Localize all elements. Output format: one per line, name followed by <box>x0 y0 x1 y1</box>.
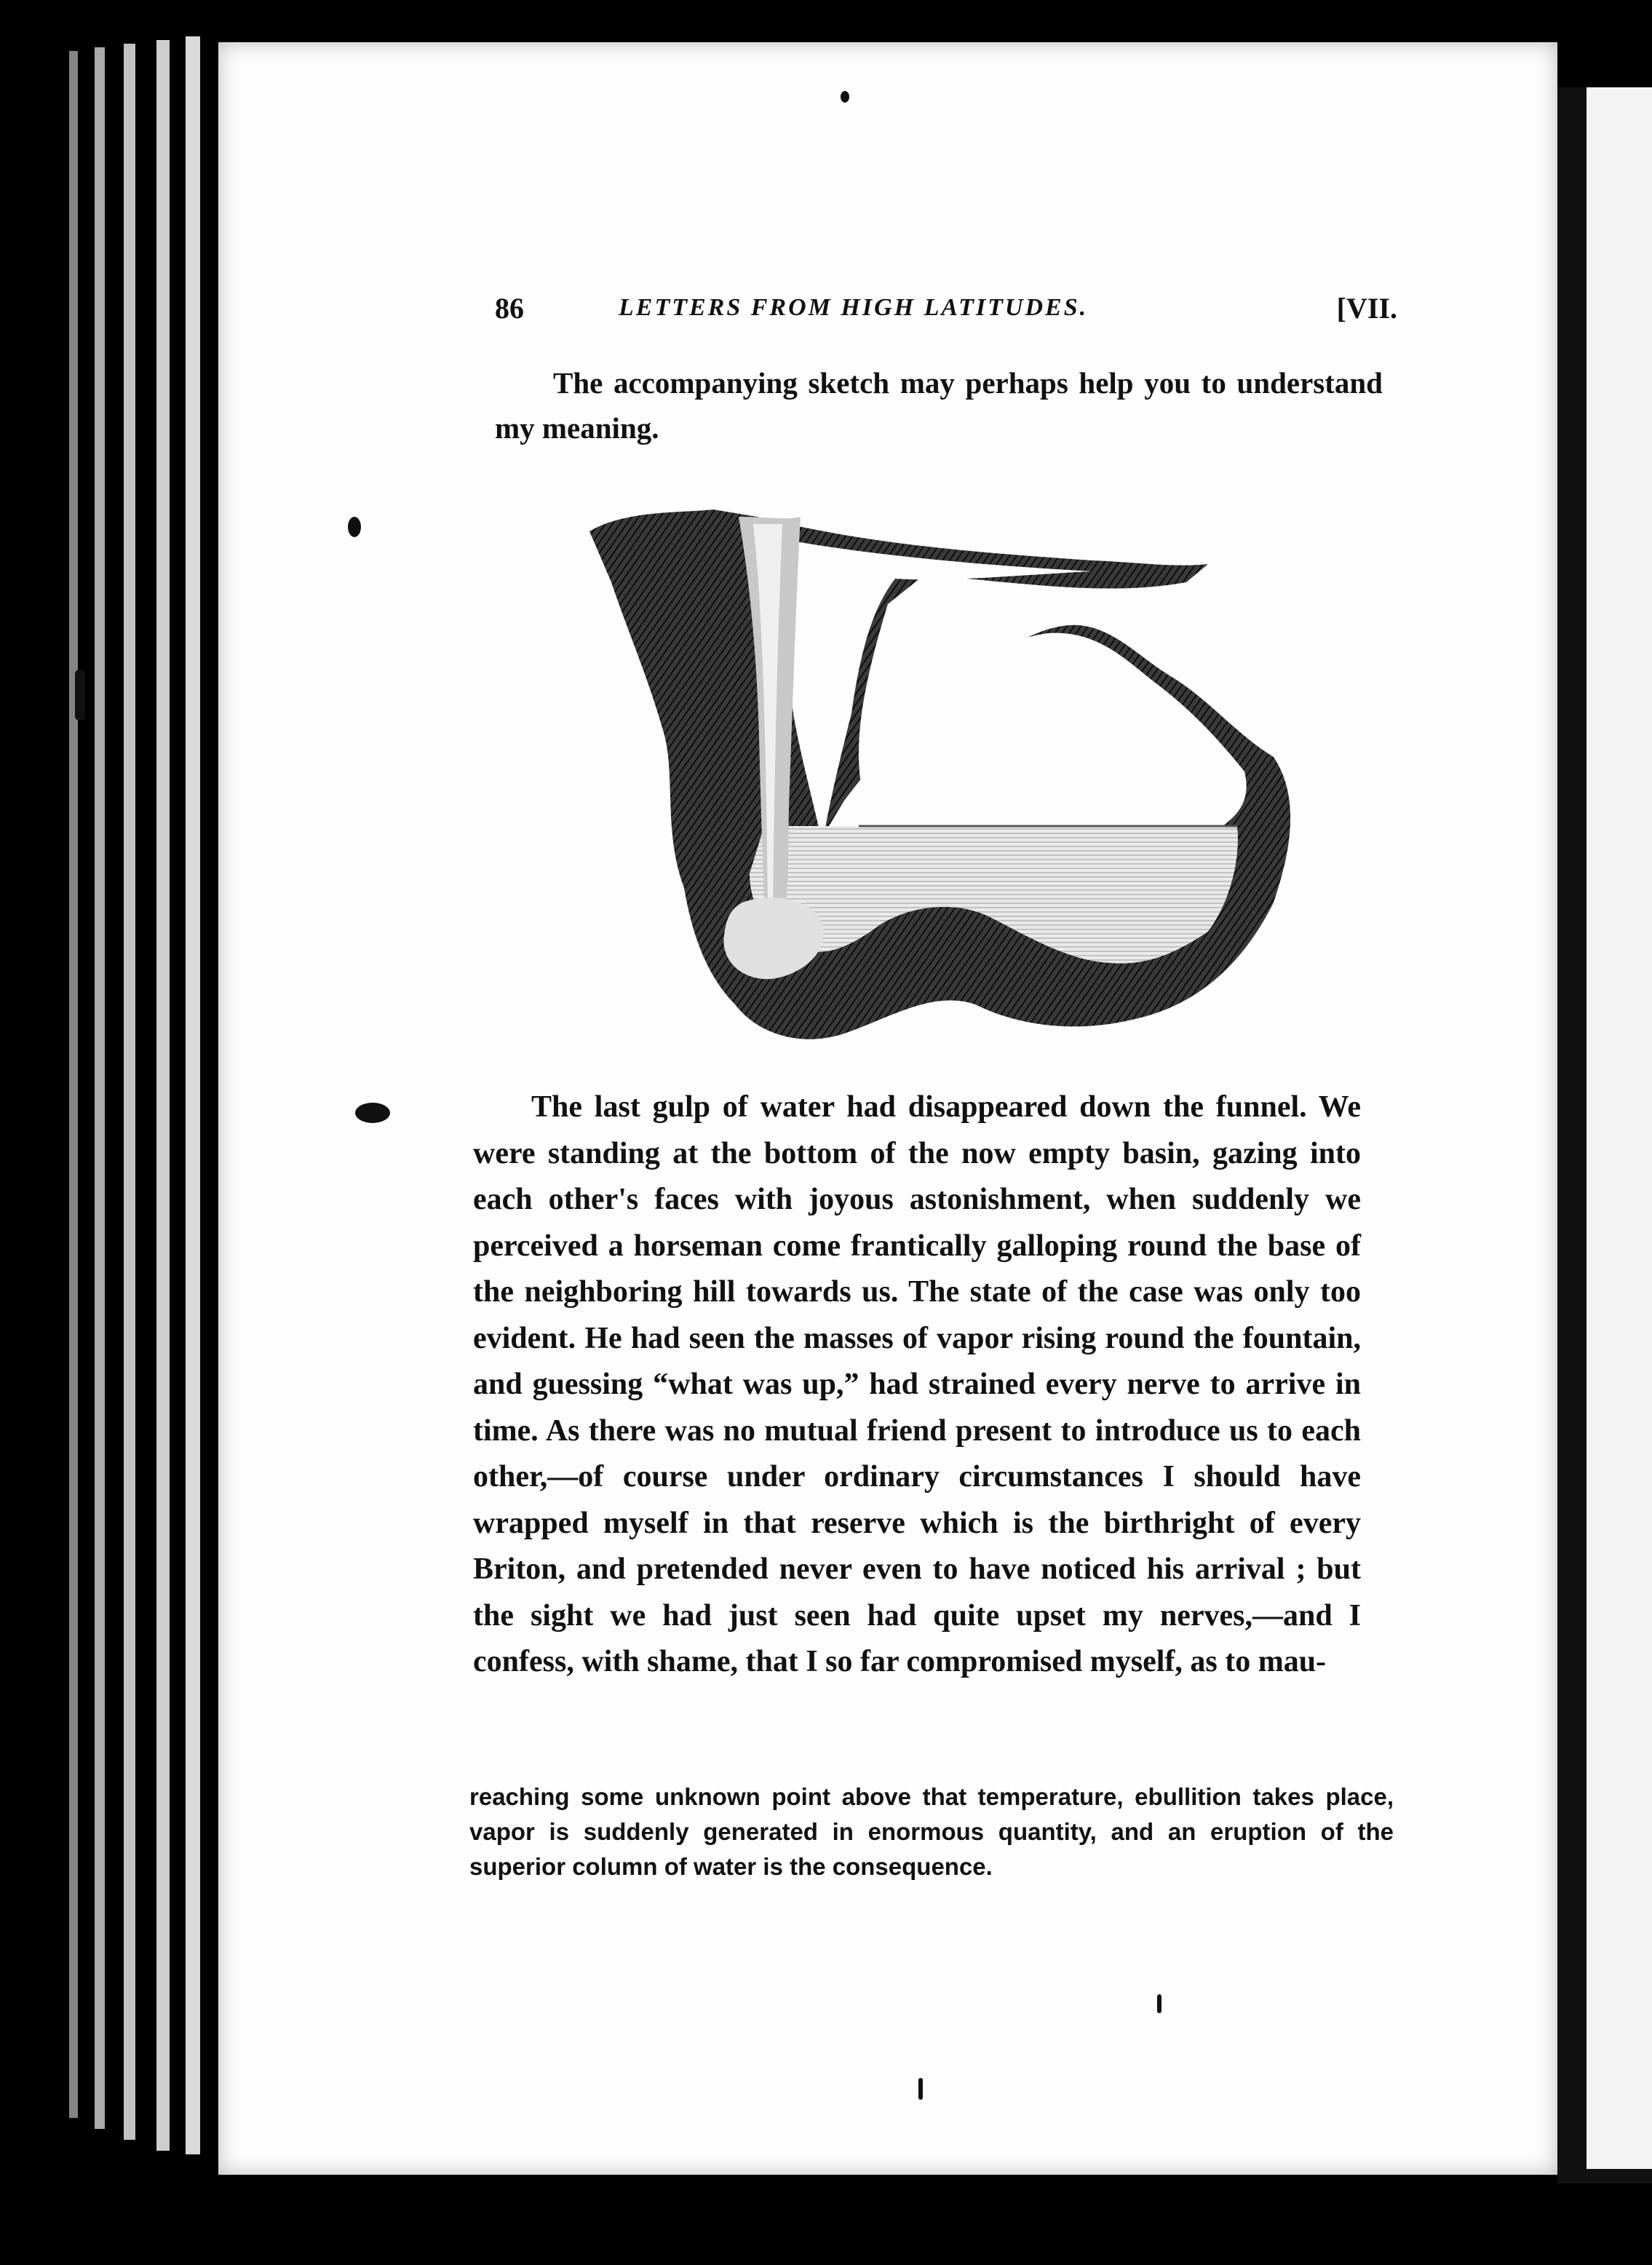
scan-artifact <box>841 91 849 103</box>
page-edge <box>124 44 135 2140</box>
body-paragraph: The last gulp of water had disappeared down the funnel. We were standing at the bottom of the now empty basin, gazing into each other's faces with joyous astonishment, when suddenly we perceived a horseman come frantically galloping round the base of the neighboring hill towards us. The state of the case was only too evident. He had seen the masses of vapor rising round the fountain, and guessing “what was up,” had strained every nerve to arrive in time. As there was no mutual friend present to introduce us to each other,—of course under ordinary circumstances I should have wrapped myself in that reserve which is the birthright of every Briton, and pretended never even to have noticed his arrival ; but the sight we had just seen had quite upset my nerves,—and I confess, with shame, that I so far compromised myself, as to mau- <box>473 1090 1361 1678</box>
scan-artifact <box>348 517 361 537</box>
footnote: reaching some unknown point above that temperature, ebullition takes place, vapor is suddenly generated in enormous quantity, and an eruption of the superior column of water is the consequence. <box>469 1783 1394 1880</box>
page-edge <box>186 36 200 2154</box>
chapter-marker: [VII. <box>1336 292 1397 325</box>
running-title: LETTERS FROM HIGH LATITUDES. <box>619 294 1089 321</box>
facing-page-edge <box>1587 87 1652 2169</box>
page-edge <box>156 40 170 2151</box>
scan-artifact <box>918 2078 923 2100</box>
page-header <box>495 291 1397 335</box>
scan-artifact <box>1157 1994 1161 2013</box>
scan-artifact <box>355 1103 390 1123</box>
page-edge <box>95 47 105 2129</box>
intro-paragraph: The accompanying sketch may perhaps help you to understand my meaning. <box>495 366 1383 445</box>
page-edge <box>69 51 78 2118</box>
scan-artifact <box>75 670 85 721</box>
geyser-sketch-icon <box>582 495 1303 1048</box>
page-number: 86 <box>495 292 524 325</box>
